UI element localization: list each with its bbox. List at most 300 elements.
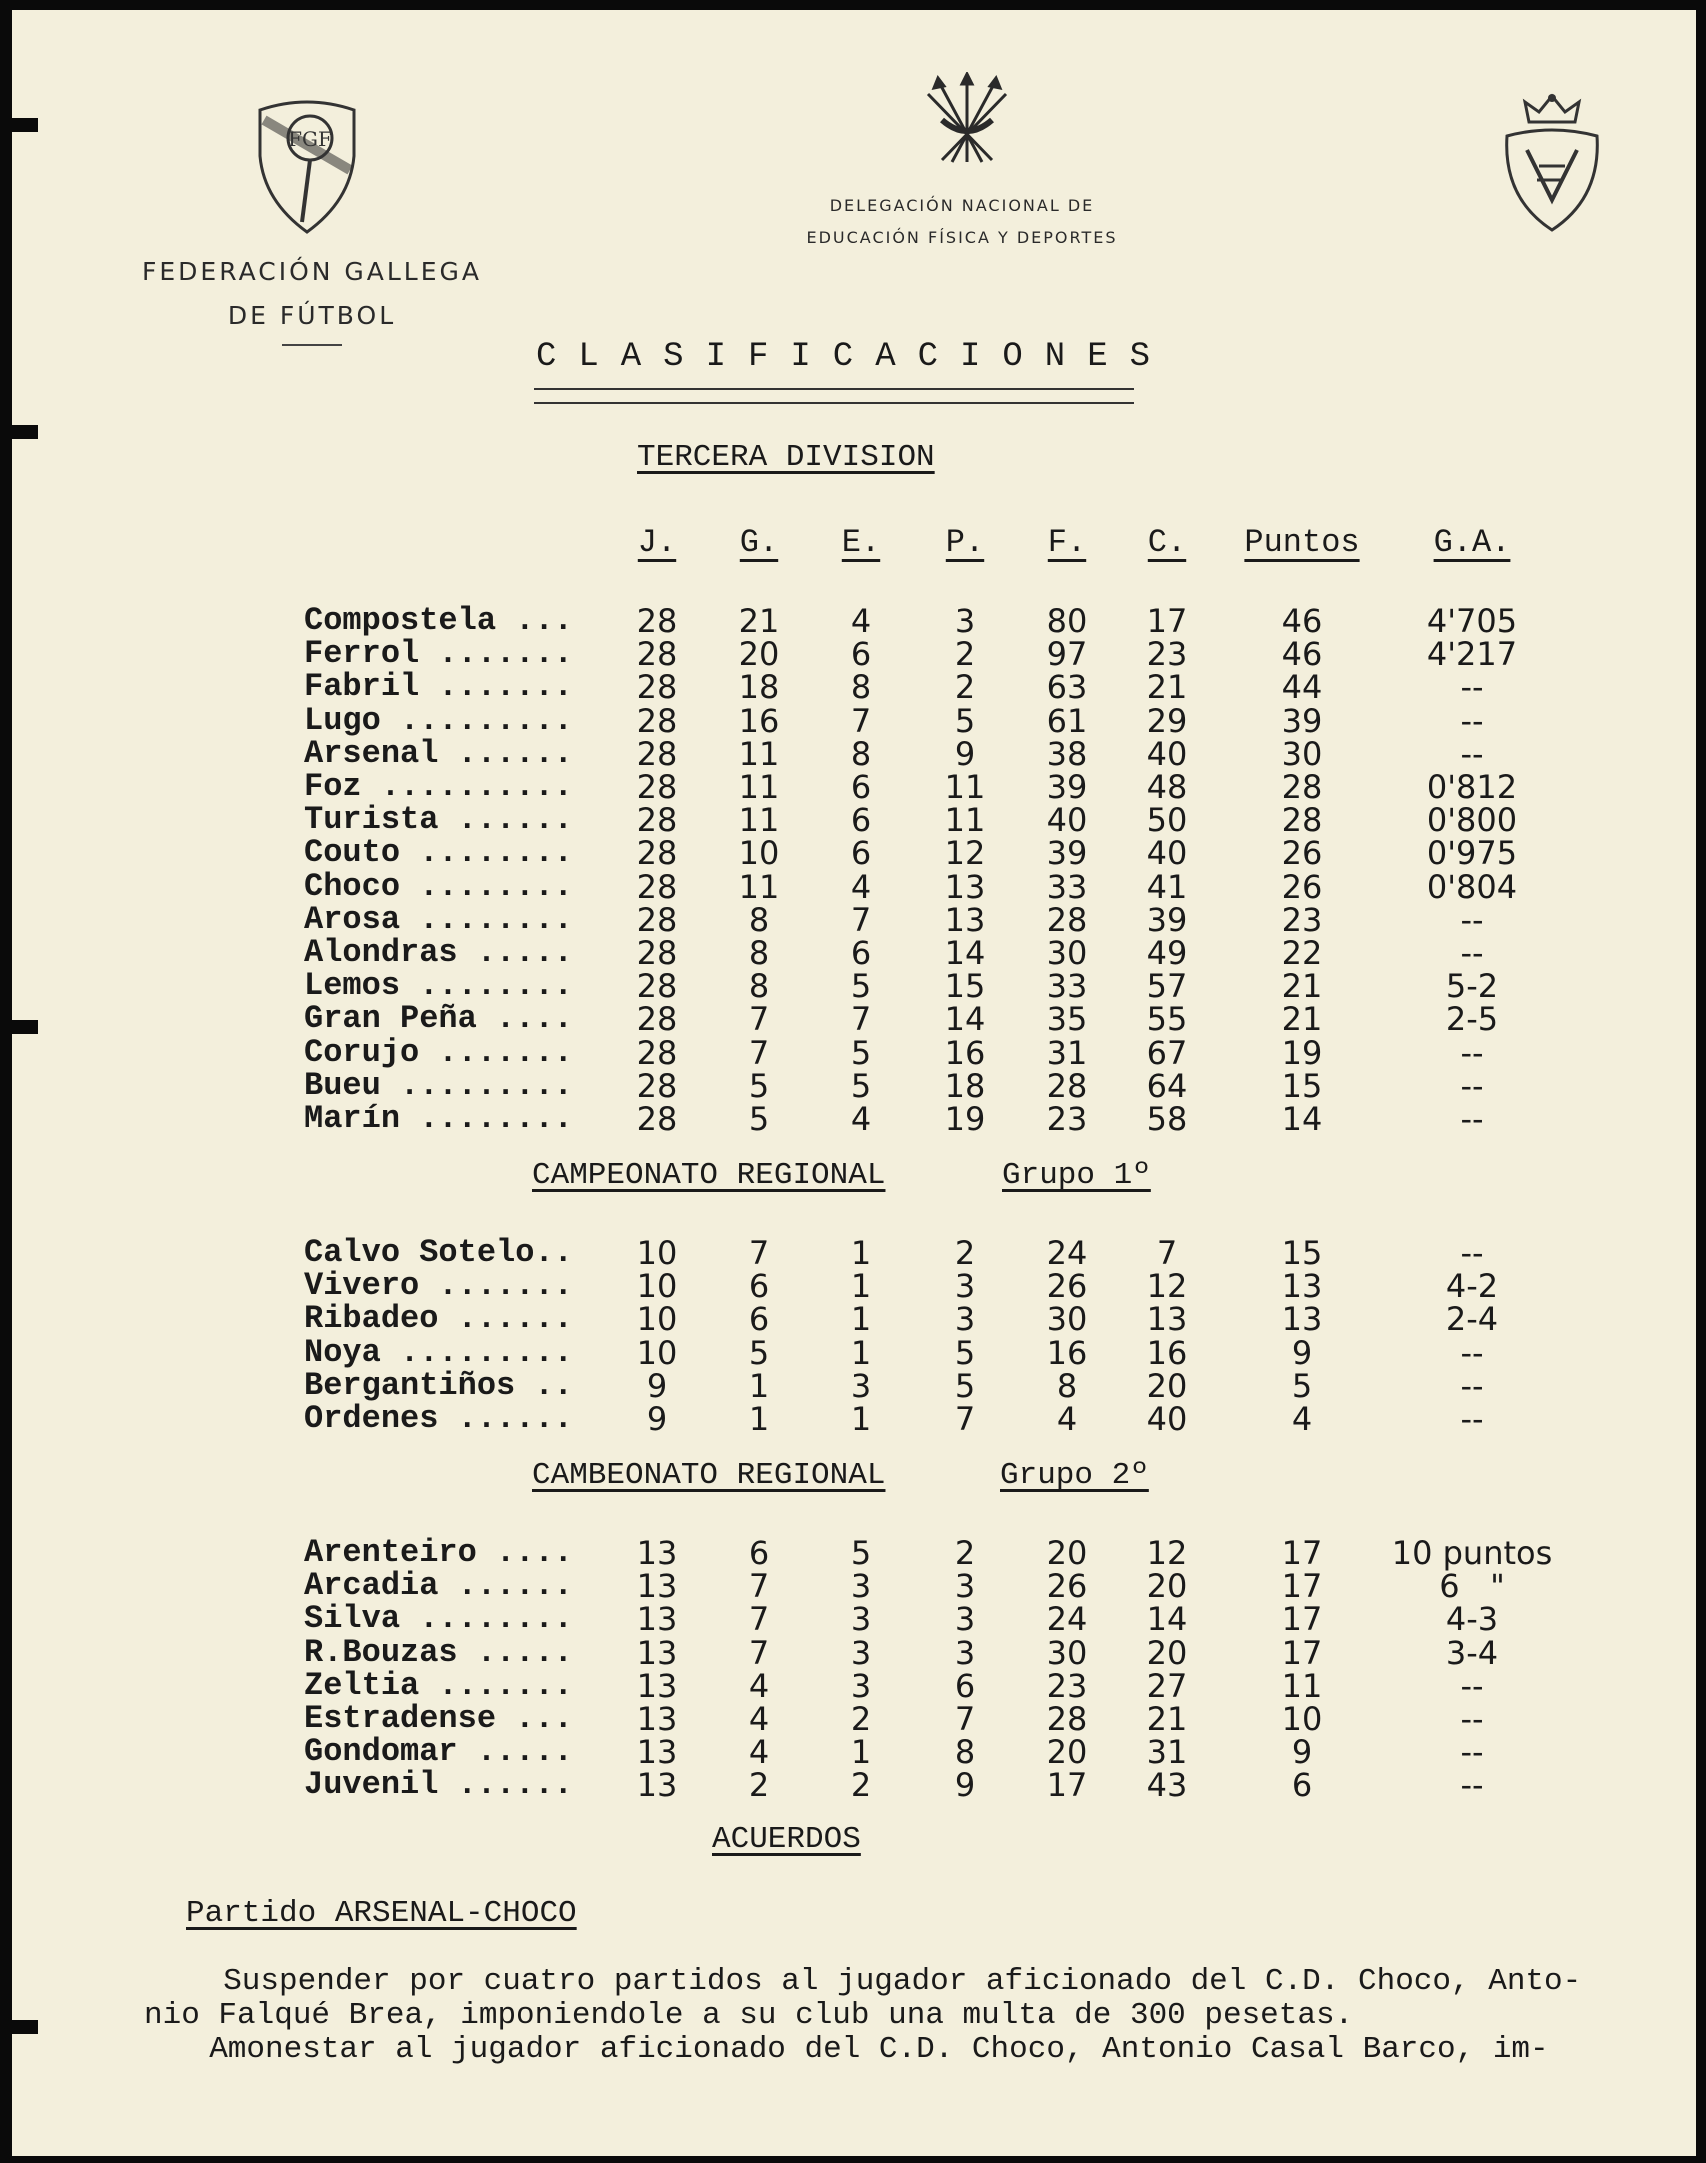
table-row <box>12 1666 1696 1705</box>
table-cell: 97 <box>1046 635 1088 674</box>
table-row <box>12 1100 1696 1138</box>
table-cell: 26 <box>1281 834 1323 873</box>
partido-subheading: Partido ARSENAL-CHOCO <box>186 1896 577 1931</box>
table-cell: 39 <box>1046 834 1088 873</box>
table-cell: 19 <box>1281 1033 1323 1072</box>
team-name: Calvo Sotelo.. <box>304 1234 573 1271</box>
table-cell: 10 <box>1281 1700 1323 1738</box>
team-name: Zeltia ....... <box>304 1666 573 1704</box>
table-cell: 5 <box>850 1033 872 1072</box>
table-cell: 26 <box>1046 1567 1088 1606</box>
table-row <box>12 934 1696 972</box>
table-row <box>12 1000 1696 1039</box>
punch-mark <box>12 2020 38 2034</box>
table-cell: 16 <box>1146 1333 1188 1372</box>
table-cell: 23 <box>1281 900 1323 939</box>
table-cell: 18 <box>944 1066 986 1105</box>
team-name: Alondras ..... <box>304 934 573 971</box>
table-cell: 4'705 <box>1426 602 1518 640</box>
table-cell: 4 <box>850 867 872 906</box>
acuerdo-line: Suspender por cuatro partidos al jugador aficionado del C.D. Choco, Anto- <box>186 1964 1582 1999</box>
table-cell: 5 <box>748 1100 770 1138</box>
table-cell: 13 <box>944 900 986 939</box>
table-cell: 28 <box>636 768 678 806</box>
table-cell: 39 <box>1046 768 1088 806</box>
document-page <box>12 10 1696 2156</box>
table-cell: 28 <box>636 934 678 972</box>
table-cell: 3 <box>954 1567 976 1606</box>
table-cell: 63 <box>1046 668 1088 707</box>
table-cell: 21 <box>1146 1700 1188 1738</box>
table-cell: 6 <box>748 1534 770 1572</box>
federation-line2: DE FÚTBOL <box>227 301 397 330</box>
table-cell: 2 <box>954 635 976 674</box>
table-cell: 4-2 <box>1445 1267 1499 1306</box>
table-cell: 28 <box>636 834 678 873</box>
table-cell: 50 <box>1146 801 1188 840</box>
table-cell: 7 <box>748 1600 770 1639</box>
table-cell: 16 <box>1046 1333 1088 1372</box>
table-cell: 57 <box>1146 967 1188 1006</box>
table-cell: 3 <box>850 1600 872 1639</box>
table-cell: 39 <box>1146 900 1188 939</box>
table-cell: 40 <box>1146 1400 1188 1438</box>
team-name: Bergantiños .. <box>304 1366 573 1404</box>
table-cell: 26 <box>1046 1267 1088 1306</box>
table-cell: 10 <box>636 1300 678 1339</box>
table-cell: 5 <box>850 1534 872 1572</box>
table-cell: 7 <box>850 1000 872 1039</box>
table-cell: 10 puntos <box>1391 1534 1553 1572</box>
table-cell: 33 <box>1046 967 1088 1006</box>
table-cell: 7 <box>748 1633 770 1672</box>
table-cell: -- <box>1460 1366 1484 1405</box>
table-cell: 35 <box>1046 1000 1088 1039</box>
table-row <box>12 734 1696 773</box>
table-cell: 55 <box>1146 1000 1188 1039</box>
svg-text:FGF: FGF <box>288 127 332 151</box>
table-cell: 12 <box>1146 1534 1188 1572</box>
table-cell: 28 <box>1046 1700 1088 1738</box>
table-row <box>12 635 1696 674</box>
team-name: Lugo ......... <box>304 701 573 739</box>
table-cell: 20 <box>1146 1366 1188 1405</box>
table-cell: 38 <box>1046 734 1088 773</box>
table-cell: 23 <box>1046 1666 1088 1705</box>
table-cell: 24 <box>1046 1234 1088 1272</box>
team-name: Gondomar ..... <box>304 1733 573 1771</box>
table-cell: 10 <box>636 1267 678 1306</box>
table-cell: 6 " <box>1439 1567 1505 1606</box>
table-cell: 39 <box>1281 701 1323 740</box>
table-cell: 1 <box>748 1366 770 1405</box>
table-row <box>12 1567 1696 1606</box>
table-cell: -- <box>1460 900 1484 939</box>
table-cell: 0'975 <box>1426 834 1518 873</box>
delegation-name <box>792 190 1132 254</box>
table-cell: 14 <box>944 1000 986 1039</box>
table-cell: 13 <box>1281 1300 1323 1339</box>
col-header-puntos: Puntos <box>1244 524 1360 561</box>
table-cell: 12 <box>1146 1267 1188 1306</box>
table-cell: 2 <box>954 1234 976 1272</box>
table-cell: 3 <box>954 1633 976 1672</box>
table-cell: 30 <box>1046 1633 1088 1672</box>
table-cell: 28 <box>636 734 678 773</box>
table-cell: 29 <box>1146 701 1188 740</box>
table-row <box>12 1066 1696 1105</box>
table-cell: 11 <box>738 768 780 806</box>
table-cell: 4 <box>748 1733 770 1772</box>
col-header-ga: G.A. <box>1433 524 1511 561</box>
table-cell: 4 <box>850 602 872 640</box>
col-header-f: F. <box>1047 524 1087 561</box>
table-cell: 5-2 <box>1445 967 1499 1006</box>
table-row <box>12 1600 1696 1639</box>
table-cell: 9 <box>1291 1333 1313 1372</box>
grupo1-heading: Grupo 1º <box>1002 1158 1151 1193</box>
team-name: Lemos ........ <box>304 967 573 1005</box>
table-cell: 3 <box>850 1666 872 1705</box>
table-row <box>12 867 1696 906</box>
table-cell: 6 <box>850 801 872 840</box>
table-cell: 40 <box>1046 801 1088 840</box>
table-cell: 28 <box>636 1033 678 1072</box>
table-cell: 28 <box>1281 768 1323 806</box>
team-name: Turista ...... <box>304 801 573 839</box>
table-cell: 7 <box>954 1400 976 1438</box>
table-cell: 24 <box>1046 1600 1088 1639</box>
acuerdo-line: Amonestar al jugador aficionado del C.D. Choco, Antonio Casal Barco, im- <box>172 2032 1549 2067</box>
team-name: Arcadia ...... <box>304 1567 573 1605</box>
table-cell: 46 <box>1281 602 1323 640</box>
table-cell: 5 <box>748 1066 770 1105</box>
table-cell: 8 <box>850 668 872 707</box>
table-cell: 7 <box>1156 1234 1178 1272</box>
table-cell: 7 <box>748 1033 770 1072</box>
table-cell: 2-4 <box>1445 1300 1499 1339</box>
federation-name <box>132 250 492 346</box>
team-name: Choco ........ <box>304 867 573 905</box>
table-cell: 3 <box>850 1567 872 1606</box>
table-cell: 1 <box>850 1400 872 1438</box>
table-cell: 6 <box>954 1666 976 1705</box>
table-cell: 17 <box>1281 1567 1323 1606</box>
table-row <box>12 900 1696 939</box>
table-cell: 2 <box>850 1700 872 1738</box>
table-cell: 27 <box>1146 1666 1188 1705</box>
table-cell: 13 <box>636 1534 678 1572</box>
team-name: Arsenal ...... <box>304 734 573 772</box>
table-row <box>12 834 1696 873</box>
table-cell: 15 <box>944 967 986 1006</box>
table-cell: 20 <box>1046 1733 1088 1772</box>
table-cell: 8 <box>748 900 770 939</box>
table-cell: 11 <box>738 801 780 840</box>
table-cell: 28 <box>1046 900 1088 939</box>
table-cell: 4'217 <box>1426 635 1518 674</box>
table-cell: 12 <box>944 834 986 873</box>
table-row <box>12 1400 1696 1438</box>
table-cell: 4 <box>748 1666 770 1705</box>
table-row <box>12 701 1696 740</box>
federation-line1: FEDERACIÓN GALLEGA <box>142 257 482 286</box>
table-row <box>12 1534 1696 1572</box>
table-cell: 49 <box>1146 934 1188 972</box>
table-cell: -- <box>1460 1234 1484 1272</box>
col-header-e: E. <box>841 524 881 561</box>
table-cell: 3-4 <box>1445 1633 1499 1672</box>
table-cell: 8 <box>748 967 770 1006</box>
table-cell: 64 <box>1146 1066 1188 1105</box>
table-cell: 17 <box>1146 602 1188 640</box>
table-cell: 28 <box>636 701 678 740</box>
col-header-j: J. <box>637 524 677 561</box>
table-cell: 41 <box>1146 867 1188 906</box>
table-cell: 4 <box>1291 1400 1313 1438</box>
table-cell: 21 <box>1146 668 1188 707</box>
table-cell: 11 <box>944 768 986 806</box>
table-cell: 6 <box>850 834 872 873</box>
table-cell: 33 <box>1046 867 1088 906</box>
table-cell: 8 <box>748 934 770 972</box>
table-cell: 23 <box>1146 635 1188 674</box>
table-cell: 28 <box>636 967 678 1006</box>
table-cell: 3 <box>954 1267 976 1306</box>
team-name: Couto ........ <box>304 834 573 872</box>
table-cell: 61 <box>1046 701 1088 740</box>
table-cell: 13 <box>636 1633 678 1672</box>
table-cell: 7 <box>748 1234 770 1272</box>
table-cell: 13 <box>636 1700 678 1738</box>
table-cell: 14 <box>1281 1100 1323 1138</box>
table-cell: 17 <box>1281 1534 1323 1572</box>
table-cell: 28 <box>636 668 678 707</box>
team-name: Corujo ....... <box>304 1033 573 1071</box>
table-cell: -- <box>1460 1033 1484 1072</box>
table-cell: 28 <box>636 801 678 840</box>
team-name: Ordenes ...... <box>304 1400 573 1437</box>
table-cell: 28 <box>636 900 678 939</box>
table-cell: 28 <box>636 602 678 640</box>
team-name: Arosa ........ <box>304 900 573 938</box>
team-name: Juvenil ...... <box>304 1766 573 1804</box>
table-cell: 2 <box>954 668 976 707</box>
table-cell: 40 <box>1146 734 1188 773</box>
table-cell: 2 <box>748 1766 770 1805</box>
team-name: R.Bouzas ..... <box>304 1633 573 1671</box>
table-cell: -- <box>1460 934 1484 972</box>
table-cell: 15 <box>1281 1066 1323 1105</box>
acuerdos-heading: ACUERDOS <box>712 1822 861 1857</box>
table-cell: 9 <box>1291 1733 1313 1772</box>
table-cell: 18 <box>738 668 780 707</box>
acuerdo-line: nio Falqué Brea, imponiendole a su club una multa de 300 pesetas. <box>144 1998 1354 2033</box>
table-cell: 48 <box>1146 768 1188 806</box>
table-row <box>12 1366 1696 1405</box>
table-cell: 7 <box>850 900 872 939</box>
table-cell: 7 <box>954 1700 976 1738</box>
table-cell: -- <box>1460 668 1484 707</box>
table-cell: 6 <box>850 768 872 806</box>
table-cell: 1 <box>850 1733 872 1772</box>
team-name: Ferrol ....... <box>304 635 573 673</box>
table-cell: 5 <box>954 1333 976 1372</box>
table-cell: 20 <box>1046 1534 1088 1572</box>
table-row <box>12 1333 1696 1372</box>
table-cell: 11 <box>738 867 780 906</box>
table-cell: -- <box>1460 1400 1484 1438</box>
table-row <box>12 967 1696 1006</box>
tercera-division-heading: TERCERA DIVISION <box>637 440 935 475</box>
page-title: CLASIFICACIONES <box>535 338 1173 376</box>
table-cell: 19 <box>944 1100 986 1138</box>
table-cell: 20 <box>1146 1567 1188 1606</box>
table-cell: 1 <box>850 1267 872 1306</box>
team-name: Estradense ... <box>304 1700 573 1737</box>
table-cell: 28 <box>636 635 678 674</box>
table-cell: 11 <box>944 801 986 840</box>
table-cell: 6 <box>1291 1766 1313 1805</box>
table-cell: 28 <box>636 1066 678 1105</box>
table-cell: 4-3 <box>1445 1600 1499 1639</box>
table-row <box>12 602 1696 640</box>
table-cell: 6 <box>748 1300 770 1339</box>
table-cell: 1 <box>850 1300 872 1339</box>
table-cell: 31 <box>1146 1733 1188 1772</box>
table-cell: 7 <box>850 701 872 740</box>
team-name: Ribadeo ...... <box>304 1300 573 1338</box>
table-cell: 15 <box>1281 1234 1323 1272</box>
team-name: Foz .......... <box>304 768 573 805</box>
table-cell: 28 <box>636 1100 678 1138</box>
table-cell: 6 <box>850 934 872 972</box>
table-cell: -- <box>1460 1766 1484 1805</box>
table-cell: 10 <box>636 1333 678 1372</box>
table-row <box>12 1033 1696 1072</box>
col-header-g: G. <box>739 524 779 561</box>
team-name: Noya ......... <box>304 1333 573 1371</box>
grupo2-heading: Grupo 2º <box>1000 1458 1149 1493</box>
table-row <box>12 1633 1696 1672</box>
table-cell: 13 <box>636 1600 678 1639</box>
table-cell: -- <box>1460 1666 1484 1705</box>
table-cell: 14 <box>944 934 986 972</box>
table-cell: 58 <box>1146 1100 1188 1138</box>
table-cell: 4 <box>1056 1400 1078 1438</box>
table-cell: -- <box>1460 1700 1484 1738</box>
table-cell: 6 <box>748 1267 770 1306</box>
table-cell: 23 <box>1046 1100 1088 1138</box>
federation-crest-icon <box>252 96 362 236</box>
table-cell: 11 <box>1281 1666 1323 1705</box>
table-cell: 9 <box>646 1400 668 1438</box>
table-cell: 13 <box>636 1567 678 1606</box>
table-cell: -- <box>1460 1100 1484 1138</box>
table-row <box>12 801 1696 840</box>
table-cell: 30 <box>1046 1300 1088 1339</box>
table-cell: 30 <box>1281 734 1323 773</box>
table-cell: 9 <box>954 734 976 773</box>
table-cell: 17 <box>1281 1633 1323 1672</box>
team-name: Marín ........ <box>304 1100 573 1137</box>
table-cell: 28 <box>636 867 678 906</box>
table-cell: 0'800 <box>1426 801 1518 840</box>
table-cell: 3 <box>954 602 976 640</box>
table-cell: 1 <box>748 1400 770 1438</box>
team-name: Arenteiro .... <box>304 1534 573 1571</box>
table-row <box>12 1234 1696 1272</box>
col-header-p: P. <box>945 524 985 561</box>
team-name: Gran Peña .... <box>304 1000 573 1038</box>
delegation-line2: EDUCACIÓN FÍSICA Y DEPORTES <box>806 228 1118 247</box>
table-row <box>12 668 1696 707</box>
table-cell: 80 <box>1046 602 1088 640</box>
table-cell: 10 <box>636 1234 678 1272</box>
table-cell: 21 <box>1281 1000 1323 1039</box>
table-cell: 2 <box>954 1534 976 1572</box>
table-cell: 4 <box>748 1700 770 1738</box>
table-cell: 5 <box>850 967 872 1006</box>
table-cell: 31 <box>1046 1033 1088 1072</box>
table-cell: 17 <box>1281 1600 1323 1639</box>
table-row <box>12 768 1696 806</box>
table-cell: 67 <box>1146 1033 1188 1072</box>
table-cell: 9 <box>646 1366 668 1405</box>
table-cell: 6 <box>850 635 872 674</box>
table-cell: 3 <box>954 1300 976 1339</box>
team-name: Bueu ......... <box>304 1066 573 1104</box>
table-cell: 13 <box>1281 1267 1323 1306</box>
team-name: Fabril ....... <box>304 668 573 706</box>
table-cell: 8 <box>850 734 872 773</box>
table-cell: 43 <box>1146 1766 1188 1805</box>
team-name: Silva ........ <box>304 1600 573 1638</box>
col-header-c: C. <box>1147 524 1187 561</box>
team-name: Vivero ....... <box>304 1267 573 1305</box>
table-cell: 28 <box>1046 1066 1088 1105</box>
table-cell: 21 <box>738 602 780 640</box>
table-row <box>12 1700 1696 1738</box>
table-cell: 3 <box>850 1366 872 1405</box>
table-cell: 1 <box>850 1234 872 1272</box>
table-cell: 5 <box>954 1366 976 1405</box>
table-cell: 21 <box>1281 967 1323 1006</box>
table-row <box>12 1733 1696 1772</box>
table-cell: 28 <box>636 1000 678 1039</box>
table-cell: 8 <box>1056 1366 1078 1405</box>
table-cell: 46 <box>1281 635 1323 674</box>
table-cell: 44 <box>1281 668 1323 707</box>
table-cell: 9 <box>954 1766 976 1805</box>
table-cell: 3 <box>850 1633 872 1672</box>
table-cell: 30 <box>1046 934 1088 972</box>
yoke-arrows-icon <box>922 72 1012 168</box>
table-cell: 40 <box>1146 834 1188 873</box>
cambeonato-regional-heading: CAMBEONATO REGIONAL <box>532 1458 886 1493</box>
table-cell: 3 <box>954 1600 976 1639</box>
table-row <box>12 1300 1696 1339</box>
table-cell: 14 <box>1146 1600 1188 1639</box>
table-cell: 13 <box>1146 1300 1188 1339</box>
punch-mark <box>12 118 38 132</box>
table-cell: 20 <box>738 635 780 674</box>
table-cell: 20 <box>1146 1633 1188 1672</box>
table-cell: 13 <box>636 1733 678 1772</box>
table-cell: 5 <box>954 701 976 740</box>
table-cell: 16 <box>944 1033 986 1072</box>
table-cell: 13 <box>636 1766 678 1805</box>
